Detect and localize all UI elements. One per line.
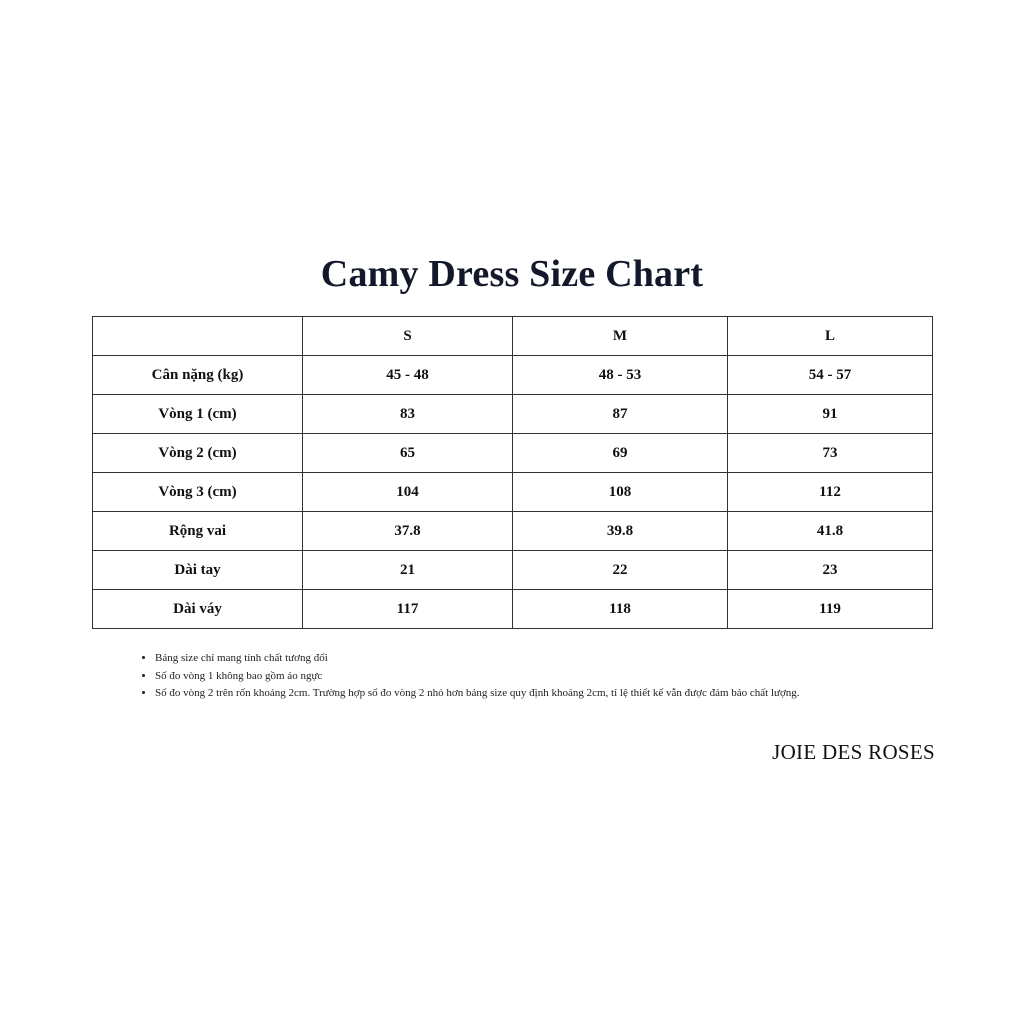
- row-label: Dài tay: [93, 551, 303, 590]
- table-cell: 104: [303, 473, 513, 512]
- table-cell: 87: [513, 395, 728, 434]
- table-row: [93, 434, 933, 473]
- row-label: Cân nặng (kg): [93, 356, 303, 395]
- row-label: Vòng 2 (cm): [93, 434, 303, 473]
- table-cell: 23: [728, 551, 933, 590]
- header-cell-size-s: S: [303, 317, 513, 356]
- header-cell-empty: [93, 317, 303, 356]
- row-label: Dài váy: [93, 590, 303, 629]
- table-cell: 108: [513, 473, 728, 512]
- table-cell: 73: [728, 434, 933, 473]
- table-cell: 65: [303, 434, 513, 473]
- table-row: [93, 551, 933, 590]
- table-cell: 69: [513, 434, 728, 473]
- table-cell: 45 - 48: [303, 356, 513, 395]
- table-cell: 83: [303, 395, 513, 434]
- table-cell: 41.8: [728, 512, 933, 551]
- table-cell: 54 - 57: [728, 356, 933, 395]
- table-row: [93, 473, 933, 512]
- note-item: • Bảng size chỉ mang tính chất tương đối: [155, 650, 975, 668]
- table-cell: 91: [728, 395, 933, 434]
- table-cell: 118: [513, 590, 728, 629]
- table-cell: 48 - 53: [513, 356, 728, 395]
- row-label: Vòng 3 (cm): [93, 473, 303, 512]
- table-header-row: [93, 317, 933, 356]
- table-cell: 37.8: [303, 512, 513, 551]
- table-row: [93, 512, 933, 551]
- row-label: Vòng 1 (cm): [93, 395, 303, 434]
- size-notes-list: [138, 650, 975, 703]
- table-row: [93, 356, 933, 395]
- table-cell: 21: [303, 551, 513, 590]
- table-cell: 22: [513, 551, 728, 590]
- table-cell: 117: [303, 590, 513, 629]
- row-label: Rộng vai: [93, 512, 303, 551]
- table-row: [93, 590, 933, 629]
- table-cell: 39.8: [513, 512, 728, 551]
- note-item: • Số đo vòng 2 trên rốn khoảng 2cm. Trường hợp số đo vòng 2 nhỏ hơn bảng size quy định khoảng 2cm, tỉ lệ thiết kế vẫn được đảm bảo chất lượng.: [155, 685, 975, 703]
- header-cell-size-m: M: [513, 317, 728, 356]
- note-item: • Số đo vòng 1 không bao gồm áo ngực: [155, 668, 975, 686]
- table-row: [93, 395, 933, 434]
- page-title: Camy Dress Size Chart: [320, 253, 704, 295]
- header-cell-size-l: L: [728, 317, 933, 356]
- brand-name: JOIE DES ROSES: [772, 740, 935, 764]
- size-chart-table: [92, 316, 933, 629]
- table-cell: 119: [728, 590, 933, 629]
- table-cell: 112: [728, 473, 933, 512]
